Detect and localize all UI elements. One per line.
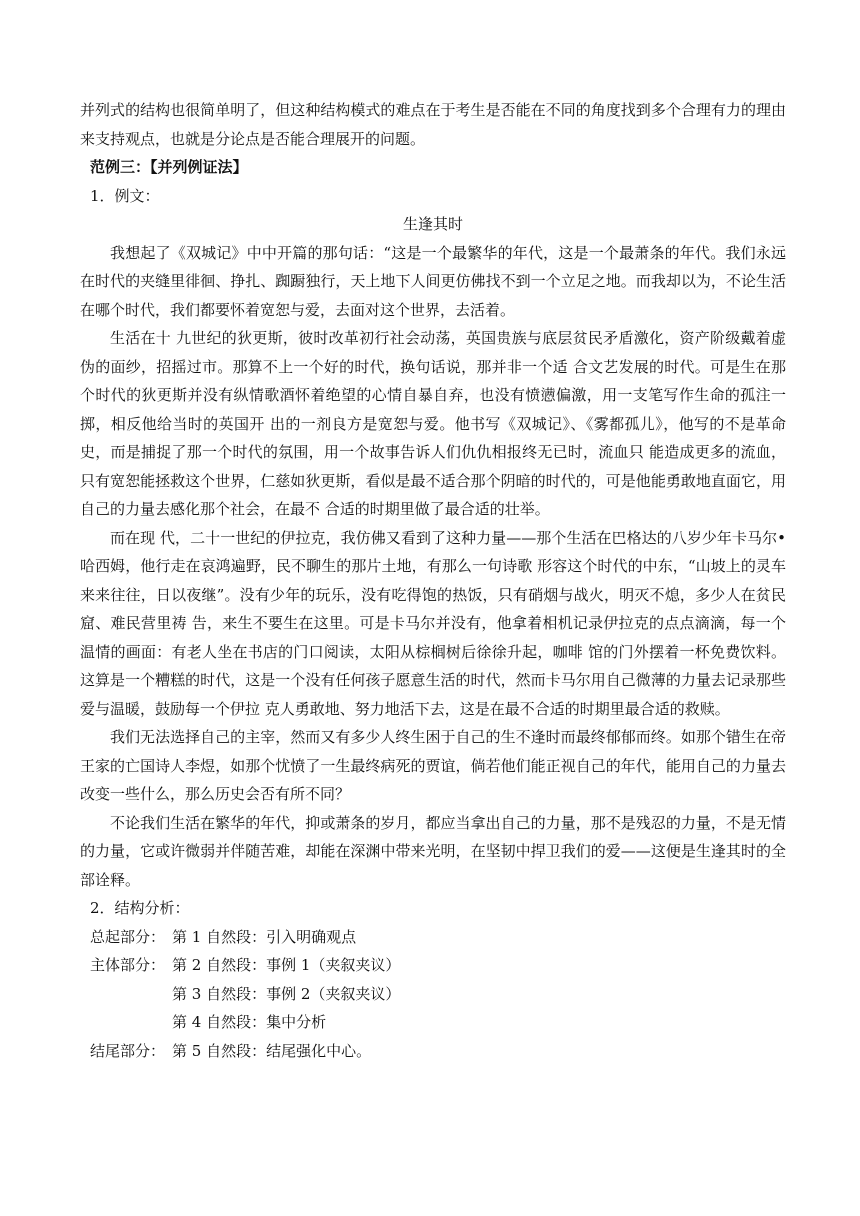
structure-row: [80, 923, 786, 952]
structure-part-text: 第 1 自然段：引入明确观点: [172, 927, 357, 946]
structure-part-text: 第 5 自然段：结尾强化中心。: [172, 1041, 372, 1060]
structure-list: [80, 923, 786, 1066]
essay-paragraph-5: 不论我们生活在繁华的年代，抑或萧条的岁月，都应当拿出自己的力量，那不是残忍的力量，不是无情的力量，它或许微弱并伴随苦难，却能在深渊中带来光明，在坚韧中捍卫我们的爱——这便是生逢其时的全部诠释。: [80, 813, 786, 889]
structure-part-label: 结尾部分：: [90, 1041, 166, 1060]
essay-paragraph-1: 我想起了《双城记》中中开篇的那句话：“这是一个最繁华的年代，这是一个最萧条的年代。我们永远在时代的夹缝里徘徊、挣扎、踟蹰独行，天上地下人间更仿佛找不到一个立足之地。而我却以为，不论生活在哪个时代，我们都要怀着宽恕与爱，去面对这个世界，去活着。: [80, 243, 786, 319]
essay-paragraph-4: 我们无法选择自己的主宰，然而又有多少人终生困于自己的生不逢时而最终郁郁而终。如那个错生在帝王家的亡国诗人李煜，如那个忧愤了一生最终病死的贾谊，倘若他们能正视自己的年代，能用自己的力量去改变一些什么，那么历史会否有所不同？: [80, 728, 786, 803]
essay-paragraph-2: 生活在十 九世纪的狄更斯，彼时改革初行社会动荡，英国贵族与底层贫民矛盾激化，资产阶级戴着虚伪的面纱，招摇过市。那算不上一个好的时代，换句话说，那并非一个适 合文艺发展的时代。可是生在那个时代的狄更斯并没有纵情歌酒怀着绝望的心情自暴自弃，也没有愤懑偏激，用一支笔写作生命的孤注一掷，相反他给当时的英国开 出的一剂良方是宽恕与爱。他书写《双城记》、《雾都孤儿》，他写的不是革命史，而是捕捉了那一个时代的氛围，用一个故事告诉人们仇仇相报终无已时，流血只 能造成更多的流血，只有宽恕能拯救这个世界，仁慈如狄更斯，看似是最不适合那个阴暗的时代的，可是他能勇敢地直面它，用自己的力量去感化那个社会，在最不 合适的时期里做了最合适的壮举。: [80, 329, 786, 518]
essay-title: 生逢其时: [402, 215, 463, 233]
structure-row: [80, 980, 786, 1009]
structure-part-label: 主体部分：: [90, 956, 166, 974]
structure-part-text: 第 3 自然段：事例 2（夹叙夹议）: [172, 984, 401, 1003]
structure-part-label: [90, 1008, 172, 1037]
structure-part-text: 第 4 自然段：集中分析: [172, 1013, 327, 1031]
document-content: [80, 96, 786, 1065]
structure-row: [80, 1037, 786, 1066]
structure-part-text: 第 2 自然段：事例 1（夹叙夹议）: [172, 956, 401, 974]
structure-analysis-label: 2．结构分析：: [90, 899, 190, 917]
intro-paragraph: 并列式的结构也很简单明了，但这种结构模式的难点在于考生是否能在不同的角度找到多个合理有力的理由来支持观点，也就是分论点是否能合理展开的问题。: [80, 101, 786, 148]
example-label: 1．例文：: [90, 186, 160, 205]
structure-part-label: [90, 980, 172, 1009]
structure-row: [80, 1008, 786, 1037]
structure-part-label: 总起部分：: [90, 927, 166, 946]
structure-row: [80, 951, 786, 980]
essay-paragraph-3: 而在现 代，二十一世纪的伊拉克，我仿佛又看到了这种力量——那个生活在巴格达的八岁少年卡马尔•哈西姆，他行走在哀鸿遍野，民不聊生的那片土地，有那么一句诗歌 形容这个时代的中东，“山坡上的灵车来来往往，日以夜继”。没有少年的玩乐，没有吃得饱的热饭，只有硝烟与战火，明灭不熄，多少人在贫民窟、难民营里祷 告，来生不要生在这里。可是卡马尔并没有，他拿着相机记录伊拉克的点点滴滴，每一个温情的画面：有老人坐在书店的门口阅读，太阳从棕榈树后徐徐升起，咖啡 馆的门外摆着一杯免费饮料。这算是一个糟糕的时代，这是一个没有任何孩子愿意生活的时代，然而卡马尔用自己微薄的力量去记录那些爱与温暖，鼓励每一个伊拉 克人勇敢地、努力地活下去，这是在最不合适的时期里最合适的救赎。: [80, 528, 786, 718]
section-heading: 范例三：【并列例证法】: [90, 158, 248, 176]
